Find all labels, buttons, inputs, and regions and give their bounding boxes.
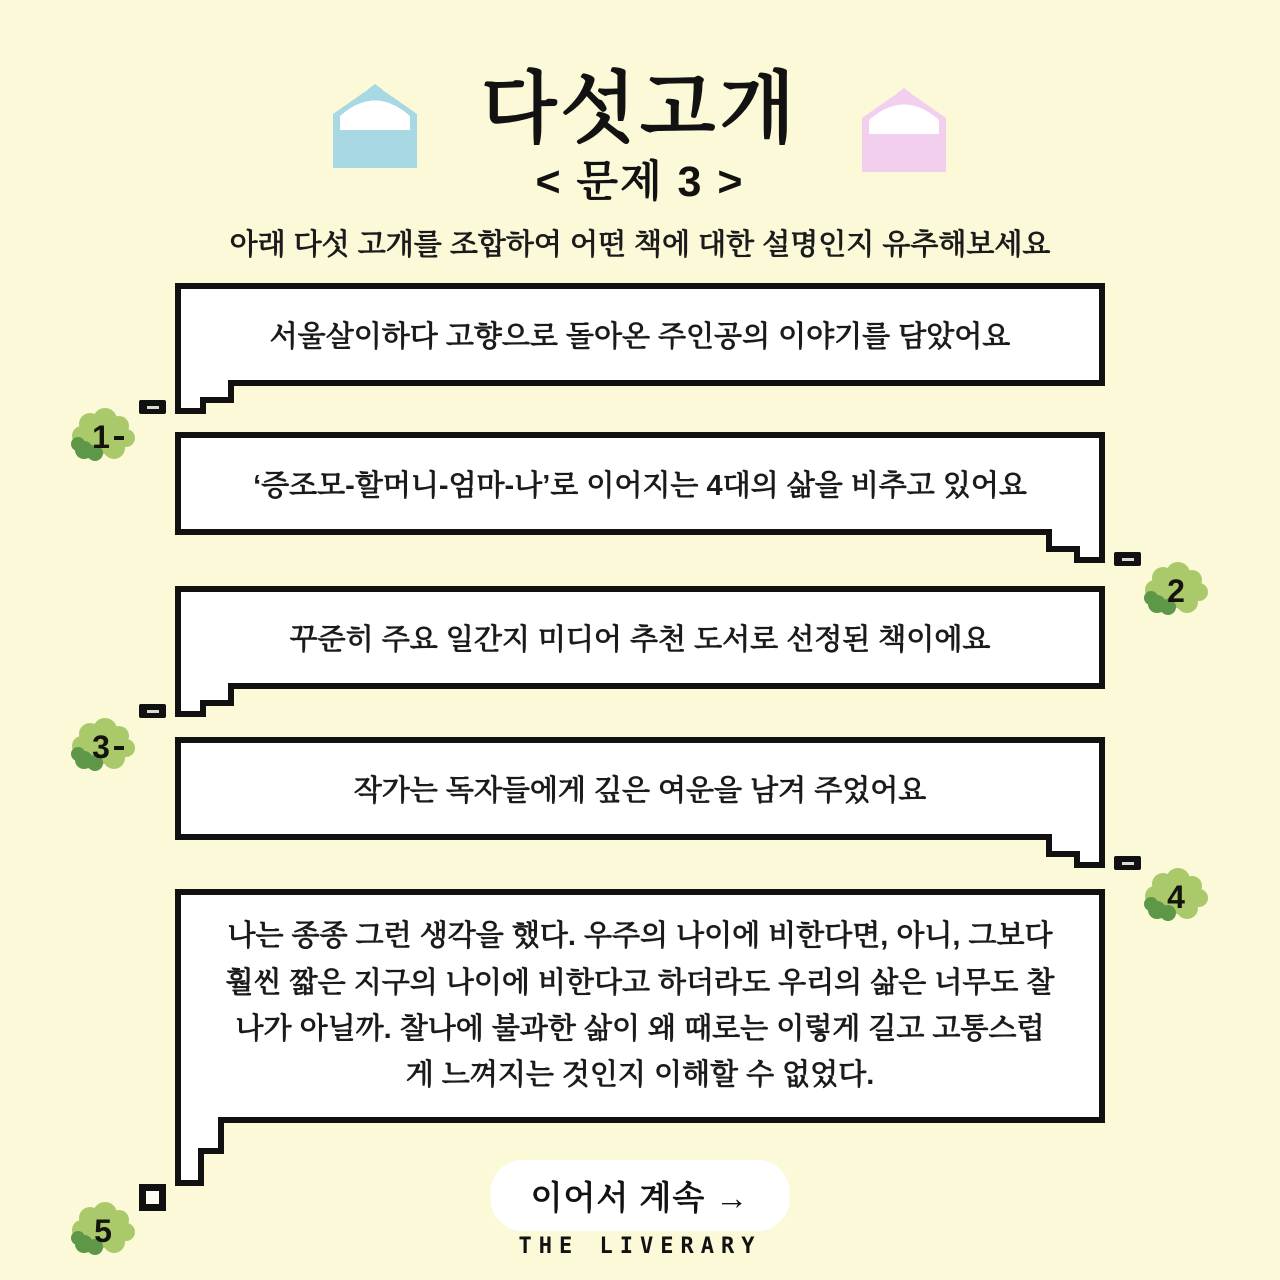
svg-text:2: 2 (1167, 573, 1185, 609)
bush-number-2-icon (1143, 560, 1209, 618)
clue-box-4 (175, 737, 1105, 840)
clue-text: 작가는 독자들에게 깊은 여운을 남겨 주었어요 (353, 775, 927, 807)
svg-text:5: 5 (94, 1213, 112, 1249)
clue-text: ‘증조모-할머니-엄마-나’로 이어지는 4대의 삶을 비추고 있어요 (253, 470, 1027, 502)
clue-box-3 (175, 586, 1105, 689)
clue-box-2 (175, 432, 1105, 535)
connector-square-icon (139, 1184, 166, 1211)
continue-button[interactable]: 이어서 계속 → (491, 1160, 790, 1231)
speech-tail-icon (1043, 529, 1105, 565)
page-title: 다섯고개 (481, 64, 799, 152)
clue-text: 서울살이하다 고향으로 돌아온 주인공의 이야기를 담았어요 (269, 321, 1011, 353)
connector-dash-icon (1114, 552, 1141, 566)
svg-text:1: 1 (92, 419, 110, 455)
bush-number-1-icon (70, 406, 136, 464)
bush-number-4-icon (1143, 866, 1209, 924)
clue-text: 꾸준히 주요 일간지 미디어 추천 도서로 선정된 책이에요 (289, 624, 991, 656)
speech-tail-icon (175, 380, 237, 416)
speech-tail-icon (175, 683, 237, 719)
svg-text:3: 3 (92, 729, 110, 765)
bush-number-3-icon (70, 716, 136, 774)
connector-dash-icon (1114, 856, 1141, 870)
clue-box-5 (175, 889, 1105, 1123)
svg-text:4: 4 (1167, 879, 1185, 915)
connector-dash-icon (139, 400, 166, 414)
speech-tail-icon (175, 1117, 227, 1189)
clue-text: 나는 종종 그런 생각을 했다. 우주의 나이에 비한다면, 아니, 그보다 훨씬 짧은 지구의 나이에 비한다고 하더라도 우리의 삶은 너무도 찰나가 아닐까. 찰나에 불과한 삶이 왜 때로는 이렇게 길고 고통스럽게 느껴지는 것인지 이해할 수 없었다. (225, 920, 1055, 1092)
speech-tail-icon (1043, 834, 1105, 870)
clue-box-1 (175, 283, 1105, 386)
instruction-text: 아래 다섯 고개를 조합하여 어떤 책에 대한 설명인지 유추해보세요 (229, 229, 1051, 261)
question-number: < 문제 3 > (535, 158, 745, 206)
brand-logo-text: THE LIVERARY (518, 1234, 762, 1259)
connector-dash-icon (139, 704, 166, 718)
